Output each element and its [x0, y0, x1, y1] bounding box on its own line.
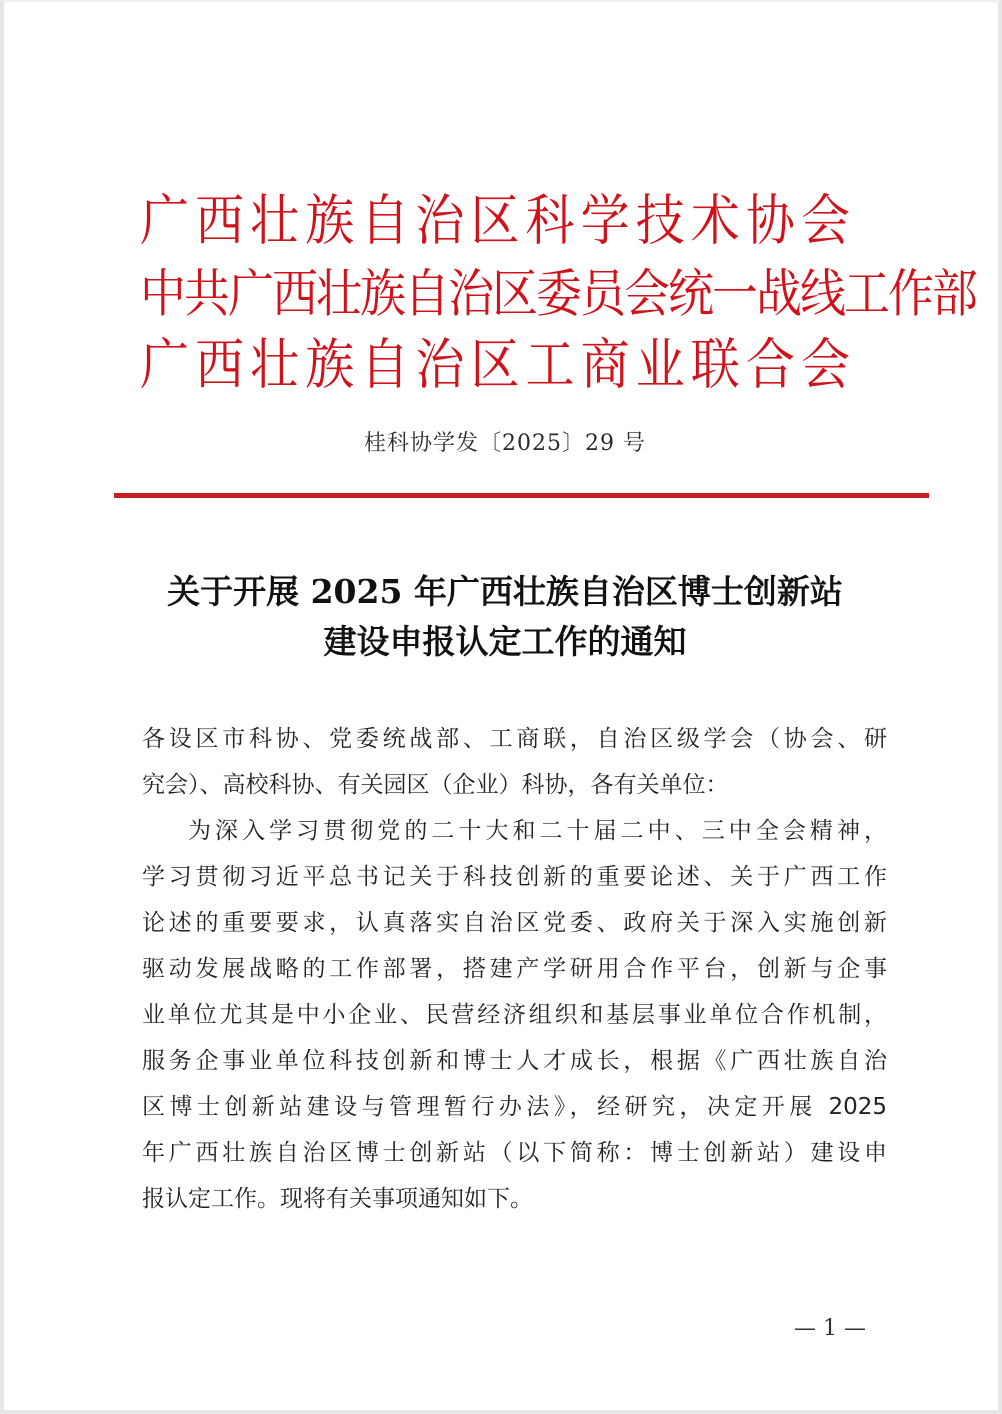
salutation-line-1: 各设区市科协、党委统战部、工商联，自治区级学会（协会、研 [142, 726, 887, 752]
document-number: 桂科协学发〔2025〕29 号 [364, 431, 646, 456]
document-body [142, 716, 887, 1222]
org-name-science-association: 广 西 壮 族 自 治 区 科 学 技 术 协 会 [140, 189, 850, 253]
paragraph-line: 年广西壮族自治区博士创新站（以下简称：博士创新站）建设申 [142, 1140, 887, 1166]
paragraph-line: 区博士创新站建设与管理暂行办法》，经研究，决定开展 2025 [142, 1094, 887, 1120]
paragraph-line: 论述的重要要求，认真落实自治区党委、政府关于深入实施创新 [142, 910, 887, 936]
paragraph-line: 业单位尤其是中小企业、民营经济组织和基层事业单位合作机制， [142, 1002, 887, 1028]
org-name-federation-of-industry-commerce: 广 西 壮 族 自 治 区 工 商 业 联 合 会 [140, 333, 850, 397]
red-separator-rule [114, 493, 929, 498]
paragraph-line: 驱动发展战略的工作部署，搭建产学研用合作平台，创新与企事 [142, 956, 887, 982]
paragraph-line: 为深入学习贯彻党的二十大和二十届二中、三中全会精神， [188, 818, 887, 844]
salutation-line-2: 究会）、高校科协、有关园区（企业）科协，各有关单位： [142, 772, 729, 798]
org-name-united-front-department: 中 共 广 西 壮 族 自 治 区 委 员 会 统 一 战 线 工 作 部 [140, 263, 976, 324]
document-title [4, 567, 1002, 667]
issuing-organizations-header [140, 188, 976, 404]
title-line-2: 建设申报认定工作的通知 [323, 622, 687, 661]
paragraph-line: 服务企事业单位科技创新和博士人才成长，根据《广西壮族自治 [142, 1048, 887, 1074]
paragraph-line: 学习贯彻习近平总书记关于科技创新的重要论述、关于广西工作 [142, 864, 887, 890]
title-line-1: 关于开展 2025 年广西壮族自治区博士创新站 [167, 572, 843, 611]
page-number: — 1 — [794, 1316, 866, 1341]
paragraph-line: 报认定工作。现将有关事项通知如下。 [142, 1186, 533, 1212]
